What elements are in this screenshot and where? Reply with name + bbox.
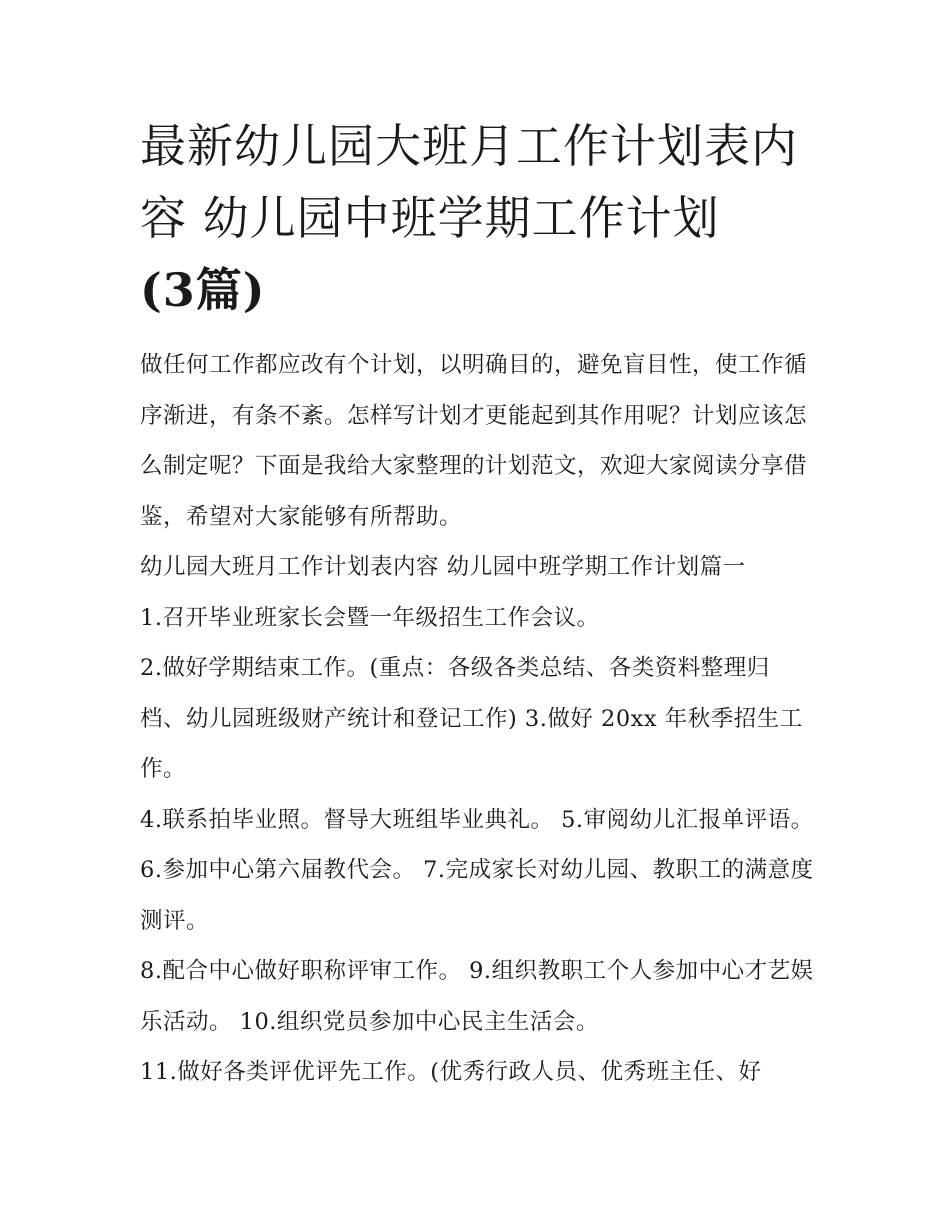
section-heading: 幼儿园大班月工作计划表内容 幼儿园中班学期工作计划篇一	[140, 554, 746, 580]
title-main: 最新幼儿园大班月工作计划表内容 幼儿园中班学期工作计划	[140, 119, 798, 245]
intro-paragraph: 做任何工作都应改有个计划，以明确目的，避免盲目性，使工作循序渐进，有条不紊。怎样写计划才更能起到其作用呢？计划应该怎么制定呢？下面是我给大家整理的计划范文，欢迎大家阅读分享借鉴，希望对大家能够有所帮助。	[140, 352, 808, 530]
document-body	[140, 110, 815, 1098]
page-title	[140, 110, 815, 326]
title-suffix: (3篇)	[140, 263, 266, 317]
list-item: 11.做好各类评优评先工作。(优秀行政人员、优秀班主任、好	[140, 1059, 762, 1085]
list-item: 1.召开毕业班家长会暨一年级招生工作会议。	[140, 604, 600, 631]
list-item: 8.配合中心做好职称评审工作。 9.组织教职工个人参加中心才艺娱乐活动。 10.组织党员参加中心民主生活会。	[140, 958, 814, 1035]
list-item: 4.联系拍毕业照。督导大班组毕业典礼。 5.审阅幼儿汇报单评语。 6.参加中心第六届教代会。 7.完成家长对幼儿园、教职工的满意度测评。	[140, 806, 814, 934]
list-item: 2.做好学期结束工作。(重点：各级各类总结、各类资料整理归档、幼儿园班级财产统计和登记工作) 3.做好 20xx 年秋季招生工作。	[140, 655, 803, 782]
